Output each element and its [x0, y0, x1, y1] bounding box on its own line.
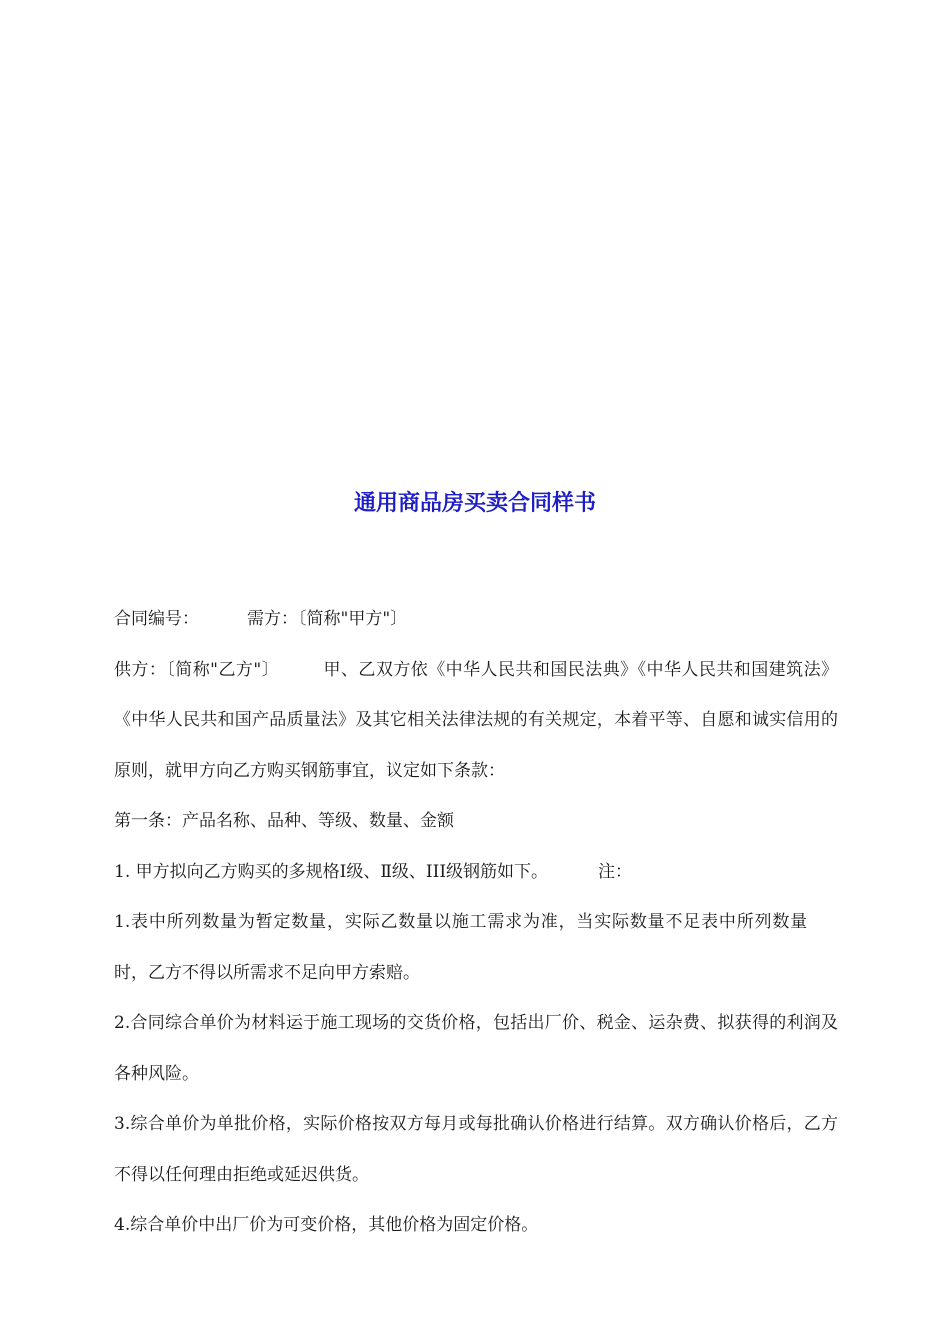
note-4-paragraph: 4.综合单价中出厂价为可变价格，其他价格为固定价格。	[114, 1215, 539, 1235]
supplier-label: 供方：〔简称"乙方"〕	[114, 659, 280, 680]
item-1-line	[114, 847, 838, 898]
contract-number-label: 合同编号：	[114, 609, 199, 629]
note-2-paragraph: 2.合同综合单价为材料运于施工现场的交货价格，包括出厂价、税金、运杂费、拟获得的利润及各种风险。	[114, 1013, 838, 1084]
note-3-paragraph: 3.综合单价为单批价格，实际价格按双方每月或每批确认价格进行结算。双方确认价格后，乙方不得以任何理由拒绝或延迟供货。	[114, 1114, 838, 1185]
item-1-text: 1. 甲方拟向乙方购买的多规格Ⅰ级、Ⅱ级、III级钢筋如下。	[114, 861, 549, 882]
note-1-text-b: 时，乙方不得以所需求不足向甲方索赔。	[114, 962, 420, 983]
document-body	[114, 594, 838, 1251]
article-1-heading: 第一条：产品名称、品种、等级、数量、金额	[114, 811, 454, 831]
buyer-label: 需方：〔简称"甲方"〕	[247, 609, 408, 629]
contract-header-line	[114, 594, 838, 645]
note-1-text-a: 1.表中所列数量为暂定数量，实际乙数量以施工需求为准，当实际数量不足表中所列数量	[114, 912, 808, 932]
note-1-paragraph	[114, 897, 838, 998]
note-label: 注：	[598, 861, 633, 882]
preamble-text: 甲、乙双方依《中华人民共和国民法典》《中华人民共和国建筑法》《中华人民共和国产品质量法》及其它相关法律法规的有关规定，本着平等、自愿和诚实信用的原则，就甲方向乙方购买钢筋事宜，议定如下条款：	[114, 659, 839, 781]
preamble-paragraph	[114, 645, 838, 797]
document-title: 通用商品房买卖合同样书	[353, 491, 596, 516]
